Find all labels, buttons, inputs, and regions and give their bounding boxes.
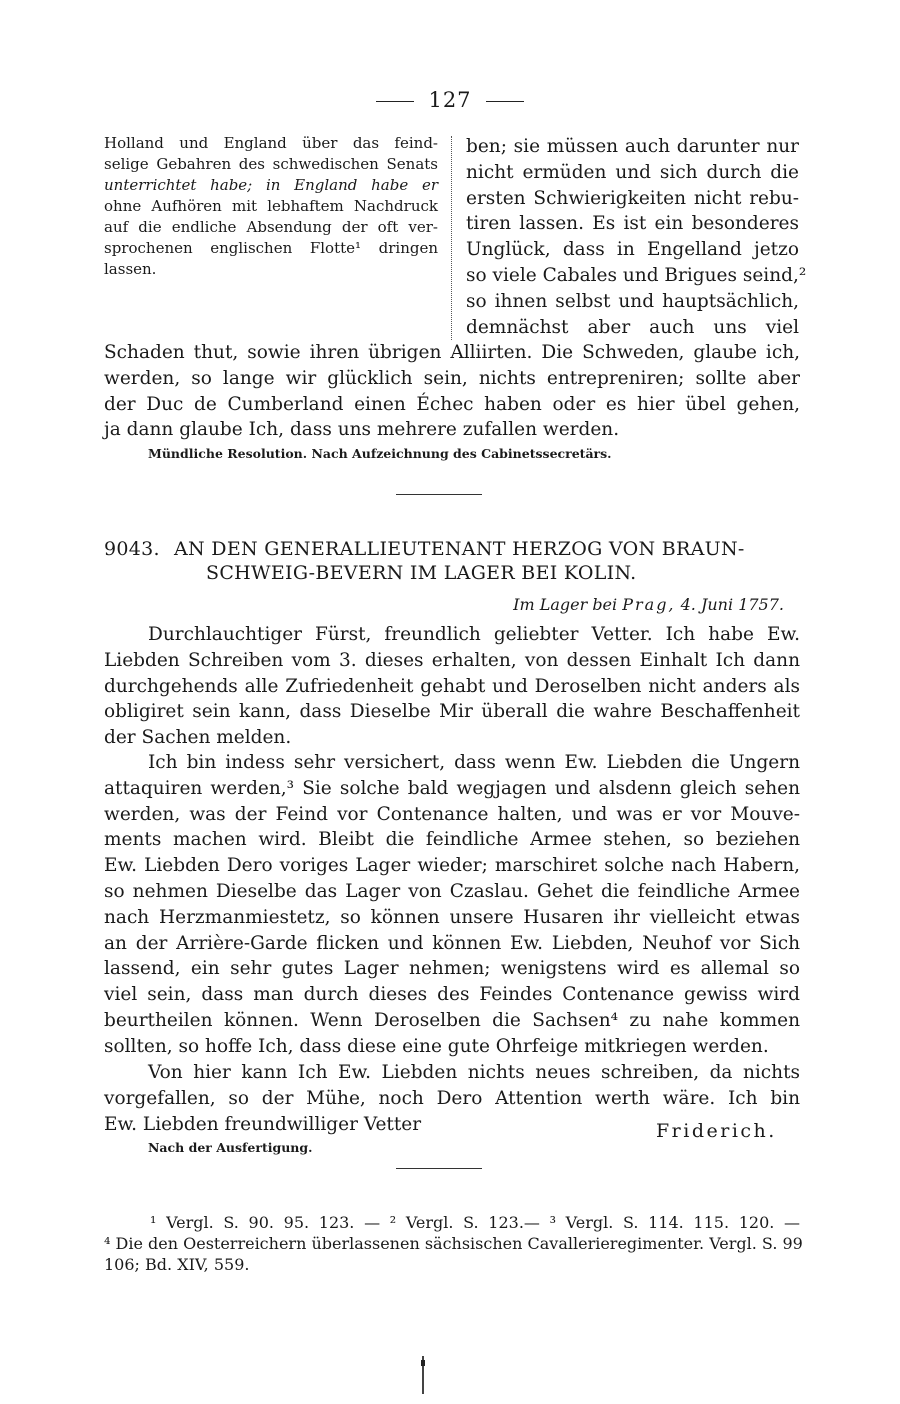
body-line: der Sachen melden. xyxy=(104,727,292,749)
body-line: attaquiren werden,³ Sie solche bald wegjagen und alsdenn gleich sehen xyxy=(104,777,800,799)
body-line: Liebden Schreiben vom 3. dieses erhalten, von dessen Einhalt Ich dann xyxy=(104,649,800,671)
body-line: werden, so lange wir glücklich sein, nichts entrepreniren; sollte aber xyxy=(104,367,800,389)
left-note-line: selige Gebahren des schwedischen Senats xyxy=(104,155,438,173)
left-note-line: unterrichtet habe; in England habe er xyxy=(104,176,438,194)
left-note-line: Holland und England über das feind- xyxy=(104,134,438,152)
place-date xyxy=(513,595,784,614)
resolution-note: Mündliche Resolution. Nach Aufzeichnung des Cabinetssecretärs. xyxy=(148,446,612,461)
body-line: Ich bin indess sehr versichert, dass wenn Ew. Liebden die Ungern xyxy=(148,752,800,773)
place-date-value: 4. Juni 1757. xyxy=(680,595,784,614)
body-line: vorgefallen, so der Mühe, noch Dero Attention werth wäre. Ich bin xyxy=(104,1087,800,1109)
footnote-line: 106; Bd. XIV, 559. xyxy=(104,1255,250,1274)
left-marginal-note xyxy=(104,133,438,280)
body-line: nach Herzmanmiestetz, so können unsere Husaren ihr vielleicht etwas xyxy=(104,906,800,928)
right-column-text xyxy=(466,134,807,340)
body-line: sollten, so hoffe Ich, dass diese eine gute Ohrfeige mitkriegen werden. xyxy=(104,1035,769,1057)
left-note-line: lassen. xyxy=(104,260,157,278)
place-city: Prag, xyxy=(622,595,676,614)
body-line: Von hier kann Ich Ew. Liebden nichts neues schreiben, da nichts xyxy=(148,1062,800,1083)
body-line: obligiret sein kann, dass Dieselbe Mir überall die wahre Beschaffenheit xyxy=(104,701,800,723)
continuation-text xyxy=(104,340,800,443)
column-divider xyxy=(451,136,452,340)
right-col-line: tiren lassen. Es ist ein besonderes xyxy=(466,213,799,235)
body-line: ja dann glaube Ich, dass uns mehrere zufallen werden. xyxy=(104,419,620,441)
title-line-2: SCHWEIG-BEVERN IM LAGER BEI KOLIN. xyxy=(206,562,637,584)
right-col-line: so viele Cabales und Brigues seind,² xyxy=(466,264,807,286)
page-number: 127 xyxy=(428,88,472,112)
place-prefix: Im Lager bei xyxy=(513,595,618,614)
section-rule xyxy=(396,494,482,495)
header-rule-left xyxy=(376,101,414,102)
body-line: der Duc de Cumberland einen Échec haben oder es hier übel gehen, xyxy=(104,393,800,415)
title-line-1: AN DEN GENERALLIEUTENANT HERZOG VON BRAUN- xyxy=(174,538,745,560)
left-note-line: auf die endliche Absendung der oft ver- xyxy=(104,218,438,236)
right-col-line: nicht ermüden und sich durch die xyxy=(466,161,799,183)
body-line: werden, was der Feind vor Contenance halten, und was er vor Mouve- xyxy=(104,803,800,825)
body-line: Ew. Liebden Dero voriges Lager wieder; marschiret solche nach Habern, xyxy=(104,855,800,877)
document-number: 9043. xyxy=(104,538,160,560)
footnotes xyxy=(104,1212,803,1275)
footnote-line: ⁴ Die den Oesterreichern überlassenen sächsischen Cavallerieregimenter. Vergl. S. 99 xyxy=(104,1234,803,1253)
left-note-line: ohne Aufhören mit lebhaftem Nachdruck xyxy=(104,197,438,215)
body-line: ments machen wird. Bleibt die feindliche Armee stehen, so beziehen xyxy=(104,829,800,851)
letter-paragraph-2 xyxy=(104,750,800,1060)
right-col-line: demnächst aber auch uns viel xyxy=(466,316,799,338)
right-col-line: Unglück, dass in Engelland jetzo xyxy=(466,239,799,261)
left-note-line: sprochenen englischen Flotte¹ dringen xyxy=(104,239,438,257)
body-line: durchgehends alle Zufriedenheit gehabt und Deroselben nicht anders als xyxy=(104,675,800,697)
page-header xyxy=(0,88,900,112)
footnote-rule xyxy=(396,1168,482,1169)
body-line: an der Arrière-Garde flicken und können Ew. Liebden, Neuhof vor Sich xyxy=(104,932,800,954)
binding-mark xyxy=(421,1356,425,1394)
letter-paragraph-1 xyxy=(104,622,800,751)
body-line: lassend, ein sehr gutes Lager nehmen; wenigstens wird es allemal so xyxy=(104,958,800,980)
signature: Friderich. xyxy=(656,1120,777,1142)
right-col-line: so ihnen selbst und hauptsächlich, xyxy=(466,290,799,312)
source-note: Nach der Ausfertigung. xyxy=(148,1140,313,1155)
body-line: beurtheilen können. Wenn Deroselben die Sachsen⁴ zu nahe kommen xyxy=(104,1009,800,1031)
right-col-line: ben; sie müssen auch darunter nur xyxy=(466,136,799,157)
document-title xyxy=(104,537,800,585)
body-line: Durchlauchtiger Fürst, freundlich geliebter Vetter. Ich habe Ew. xyxy=(148,624,800,645)
body-line: viel sein, dass man durch dieses des Feindes Contenance gewiss wird xyxy=(104,984,800,1006)
header-rule-right xyxy=(486,101,524,102)
body-line: so nehmen Dieselbe das Lager von Czaslau. Gehet die feindliche Armee xyxy=(104,880,800,902)
right-col-line: ersten Schwierigkeiten nicht rebu- xyxy=(466,187,799,209)
body-line: Schaden thut, sowie ihren übrigen Alliirten. Die Schweden, glaube ich, xyxy=(104,342,800,363)
body-line: Ew. Liebden freundwilliger Vetter xyxy=(104,1113,422,1135)
footnote-line: ¹ Vergl. S. 90. 95. 123. — ² Vergl. S. 123.— ³ Vergl. S. 114. 115. 120. — xyxy=(150,1213,800,1232)
